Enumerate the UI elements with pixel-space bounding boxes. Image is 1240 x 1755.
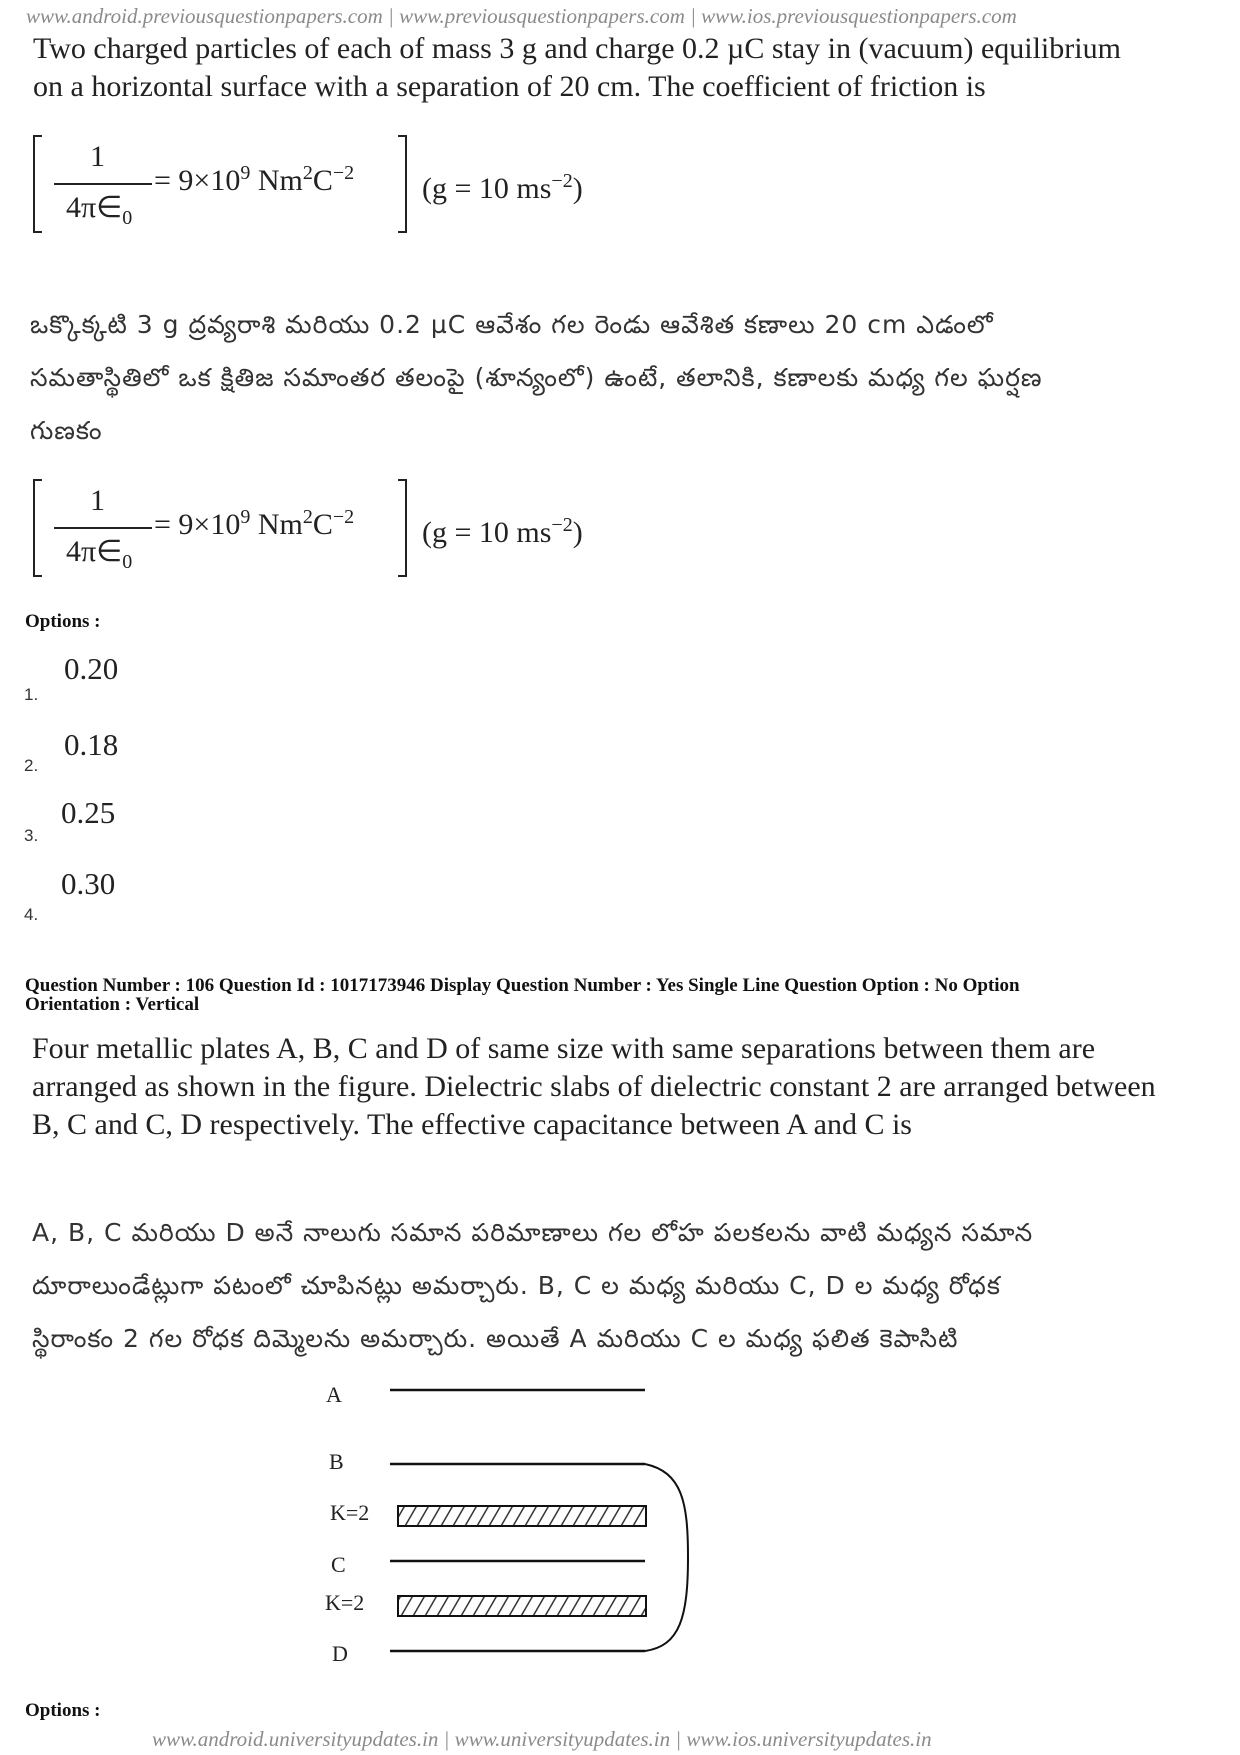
watermark-top: www.android.previousquestionpapers.com | www.previousquestionpapers.com | www.ios.previousquestionpapers.com <box>26 4 1017 28</box>
formula-gravity: (g = 10 $ms^{-2}$) <box>422 170 583 205</box>
plate-label-b: B <box>329 1449 344 1474</box>
option-value[interactable]: 0.25 <box>61 795 116 830</box>
text-line: A, B, C మరియు D అనే నాలుగు సమాన పరిమాణాలు గల లోహ పలకలను వాటి మధ్యన సమాన <box>32 1218 1034 1247</box>
option-value[interactable]: 0.30 <box>61 866 116 901</box>
plate-label-a: A <box>326 1382 342 1407</box>
meta-line: Orientation : Vertical <box>25 994 200 1015</box>
option-value[interactable]: 0.20 <box>64 651 119 686</box>
q106-english-text <box>32 1030 1222 1144</box>
q105-formula-2 <box>30 476 610 580</box>
dielectric-label-2: K=2 <box>325 1590 365 1615</box>
q105-formula-1 <box>30 132 610 236</box>
plate-label-c: C <box>331 1552 346 1577</box>
text-line: గుణకం <box>30 416 103 445</box>
watermark-bottom: www.android.universityupdates.in | www.universityupdates.in | www.ios.universityupdates.in <box>152 1727 932 1751</box>
q105-english-text <box>33 30 1121 106</box>
option-number: 4. <box>24 905 39 924</box>
formula-rhs: = $9\times 10^9$ $Nm^2C^{-2}$ <box>154 162 355 197</box>
text-line: దూరాలుండేట్లుగా పటంలో చూపినట్లు అమర్చారు. B, C ల మధ్య మరియు C, D ల మధ్య రోధక <box>32 1271 1001 1300</box>
formula-rhs: = $9\times 10^9$ $Nm^2C^{-2}$ <box>154 506 355 541</box>
option-number: 2. <box>24 756 39 775</box>
dielectric-label-1: K=2 <box>330 1500 370 1525</box>
text-line: B, C and C, D respectively. The effective capacitance between A and C is <box>32 1108 912 1141</box>
text-line: on a horizontal surface with a separation of 20 cm. The coefficient of friction is <box>33 70 986 103</box>
text-line: స్థిరాంకం 2 గల రోధక దిమ్మెలను అమర్చారు. అయితే A మరియు C ల మధ్య ఫలిత కెపాసిటి <box>32 1324 959 1353</box>
q105-telugu-text <box>30 298 1210 457</box>
text-line: సమతాస్థితిలో ఒక క్షితిజ సమాంతర తలంపై (శూన్యంలో) ఉంటే, తలానికి, కణాలకు మధ్య గల ఘర్షణ <box>30 363 1043 392</box>
formula-gravity: (g = 10 $ms^{-2}$) <box>422 514 583 549</box>
text-line: ఒక్కొక్కటి 3 g ద్రవ్యరాశి మరియు 0.2 µC ఆవేశం గల రెండు ఆవేశిత కణాలు 20 cm ఎడంలో <box>30 310 994 339</box>
text-line: arranged as shown in the figure. Dielectric slabs of dielectric constant 2 are arranged between <box>32 1070 1156 1103</box>
formula-numerator: 1 <box>90 140 105 173</box>
plate-label-d: D <box>332 1641 348 1666</box>
q106-telugu-text <box>32 1206 1222 1365</box>
option-number: 3. <box>24 826 39 845</box>
options-heading: Options : <box>25 1700 101 1721</box>
text-line: Two charged particles of each of mass 3 g and charge 0.2 µC stay in (vacuum) equilibrium <box>33 32 1121 65</box>
option-value[interactable]: 0.18 <box>64 727 119 762</box>
capacitor-connection-wire <box>320 1372 720 1682</box>
formula-numerator: 1 <box>90 484 105 517</box>
option-number: 1. <box>24 685 39 704</box>
formula-denominator: $4\pi\in_0$ <box>66 191 133 229</box>
meta-line: Question Number : 106 Question Id : 1017173946 Display Question Number : Yes Single Line Question Option : No Option <box>25 975 1020 996</box>
options-heading: Options : <box>25 611 101 632</box>
formula-denominator: $4\pi\in_0$ <box>66 535 133 573</box>
text-line: Four metallic plates A, B, C and D of same size with same separations between them are <box>32 1032 1096 1065</box>
question-meta <box>25 976 1225 1014</box>
